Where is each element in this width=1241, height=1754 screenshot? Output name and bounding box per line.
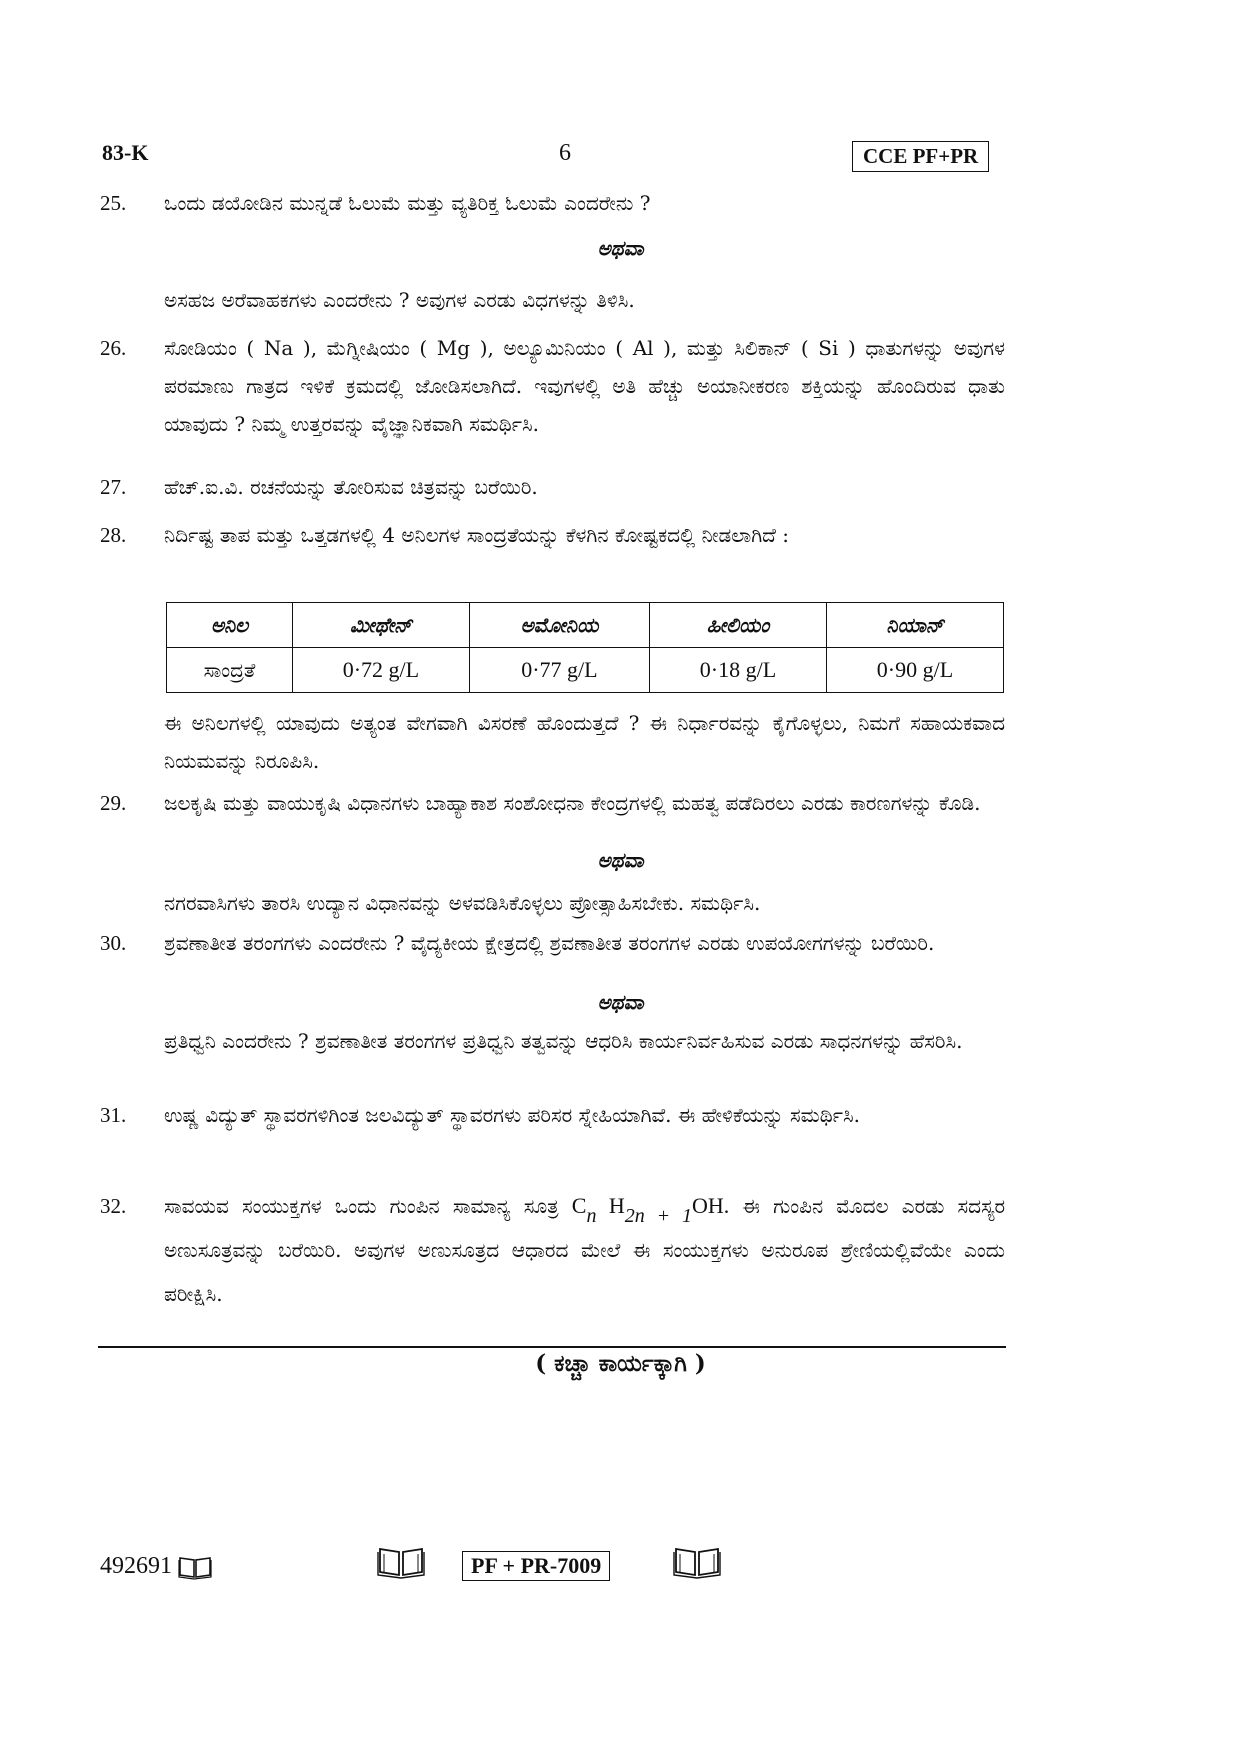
question-text: ಉಷ್ಣ ವಿದ್ಯುತ್ ಸ್ಥಾವರಗಳಿಗಿಂತ ಜಲವಿದ್ಯುತ್ ಸ್ಥಾವರಗಳು ಪರಿಸರ ಸ್ನೇಹಿಯಾಗಿವೆ. ಈ ಹೇಳಿಕೆಯನ್ನು ಸಮರ್ಥಿಸಿ. [164,1103,860,1127]
row-label: ಸಾಂದ್ರತೆ [167,648,293,693]
table-cell: 0·77 g/L [469,648,649,693]
table-header: ಅಮೋನಿಯ [469,603,649,648]
question-text: ಒಂದು ಡಯೋಡಿನ ಮುನ್ನಡೆ ಓಲುಮೆ ಮತ್ತು ವ್ಯತಿರಿಕ್ತ ಓಲುಮೆ ಎಂದರೇನು ? [164,191,651,215]
formula-hydroxyl: OH. [691,1193,730,1218]
table-cell: 0·90 g/L [826,648,1003,693]
question-number: 30. [100,931,127,955]
or-label: ಅಥವಾ [597,990,644,1014]
table-cell: 0·18 g/L [649,648,826,693]
general-formula [571,1193,730,1227]
rough-work-heading: ( ಕಚ್ಚಾ ಕಾರ್ಯಕ್ಕಾಗಿ ) [535,1350,706,1377]
table-header: ನಿಯಾನ್ [826,603,1003,648]
question-30 [100,924,1005,962]
question-text: ಜಲಕೃಷಿ ಮತ್ತು ವಾಯುಕೃಷಿ ವಿಧಾನಗಳು ಬಾಹ್ಯಾಕಾಶ ಸಂಶೋಧನಾ ಕೇಂದ್ರಗಳಲ್ಲಿ ಮಹತ್ವ ಪಡೆದಿರಲು ಎರಡು ಕಾರಣಗಳನ್ನು ಕೊಡಿ. [164,791,981,815]
table-cell: 0·72 g/L [292,648,469,693]
book-icon [376,1545,426,1579]
question-text-part: ಸಾವಯವ ಸಂಯುಕ್ತಗಳ ಒಂದು ಗುಂಪಿನ ಸಾಮಾನ್ಯ ಸೂತ್ರ [164,1194,559,1218]
question-29 [100,784,1005,822]
paper-code: 83-K [102,140,149,165]
question-28 [100,516,1005,554]
question-text: ಹೆಚ್.ಐ.ವಿ. ರಚನೆಯನ್ನು ತೋರಿಸುವ ಚಿತ್ರವನ್ನು ಬರೆಯಿರಿ. [164,475,538,499]
page-number: 6 [559,140,571,166]
formula-hydrogen: H [608,1193,625,1218]
question-28-followup: ಈ ಅನಿಲಗಳಲ್ಲಿ ಯಾವುದು ಅತ್ಯಂತ ವೇಗವಾಗಿ ವಿಸರಣೆ ಹೊಂದುತ್ತದೆ ? ಈ ನಿರ್ಧಾರವನ್ನು ಕೈಗೊಳ್ಳಲು, ನಿಮಗೆ ಸಹಾಯಕವಾದ ನಿಯಮವನ್ನು ನಿರೂಪಿಸಿ. [164,711,1005,773]
gas-density-table [166,602,1004,693]
or-label: ಅಥವಾ [597,236,644,260]
divider-line [98,1346,1006,1348]
question-32 [100,1184,1005,1316]
question-number: 25. [100,191,127,215]
formula-hydrogen-subscript: 2n + 1 [624,1205,692,1227]
table-header-row [167,603,1004,648]
paper-id [100,1553,212,1580]
question-text: ನಿರ್ದಿಷ್ಟ ತಾಪ ಮತ್ತು ಒತ್ತಡಗಳಲ್ಲಿ 4 ಅನಿಲಗಳ ಸಾಂದ್ರತೆಯನ್ನು ಕೆಳಗಿನ ಕೋಷ್ಟಕದಲ್ಲಿ ನೀಡಲಾಗಿದೆ : [164,523,789,547]
question-30-alternative: ಪ್ರತಿಧ್ವನಿ ಎಂದರೇನು ? ಶ್ರವಣಾತೀತ ತರಂಗಗಳ ಪ್ರತಿಧ್ವನಿ ತತ್ವವನ್ನು ಆಧರಿಸಿ ಕಾರ್ಯನಿರ್ವಹಿಸುವ ಎರಡು ಸಾಧನಗಳನ್ನು ಹೆಸರಿಸಿ. [164,1029,963,1053]
book-icon [178,1554,212,1580]
question-number: 29. [100,791,127,815]
table-row [167,648,1004,693]
or-label: ಅಥವಾ [597,848,644,872]
question-text-part: ಈ ಗುಂಪಿನ ಮೊದಲ ಎರಡು ಸದಸ್ಯರ ಅಣುಸೂತ್ರವನ್ನು ಬರೆಯಿರಿ. ಅವುಗಳ ಅಣುಸೂತ್ರದ ಆಧಾರದ ಮೇಲೆ ಈ ಸಂಯುಕ್ತಗಳು ಅನುರೂಪ ಶ್ರೇಣಿಯಲ್ಲಿವೆಯೇ ಎಂದು ಪರೀಕ್ಷಿಸಿ. [164,1194,1006,1306]
question-number: 32. [100,1194,127,1218]
question-26 [100,329,1005,443]
question-text: ಸೋಡಿಯಂ ( Na ), ಮೆಗ್ನೀಷಿಯಂ ( Mg ), ಅಲ್ಯೂಮಿನಿಯಂ ( Al ), ಮತ್ತು ಸಿಲಿಕಾನ್ ( Si ) ಧಾತುಗಳನ್ನು ಅವುಗಳ ಪರಮಾಣು ಗಾತ್ರದ ಇಳಿಕೆ ಕ್ರಮದಲ್ಲಿ ಜೋಡಿಸಲಾಗಿದೆ. ಇವುಗಳಲ್ಲಿ ಅತಿ ಹೆಚ್ಚು ಅಯಾನೀಕರಣ ಶಕ್ತಿಯನ್ನು ಹೊಂದಿರುವ ಧಾತು ಯಾವುದು ? ನಿಮ್ಮ ಉತ್ತರವನ್ನು ವೈಜ್ಞಾನಿಕವಾಗಿ ಸಮರ್ಥಿಸಿ. [164,336,1005,436]
table-header: ಮೀಥೇನ್ [292,603,469,648]
question-29-alternative: ನಗರವಾಸಿಗಳು ತಾರಸಿ ಉದ್ಯಾನ ವಿಧಾನವನ್ನು ಅಳವಡಿಸಿಕೊಳ್ಳಲು ಪ್ರೋತ್ಸಾಹಿಸಬೇಕು. ಸಮರ್ಥಿಸಿ. [164,891,761,915]
question-31 [100,1096,1005,1134]
question-number: 28. [100,523,127,547]
exam-type-box: CCE PF+PR [852,141,989,172]
question-25 [100,184,1005,222]
question-25-alternative: ಅಸಹಜ ಅರೆವಾಹಕಗಳು ಎಂದರೇನು ? ಅವುಗಳ ಎರಡು ವಿಧಗಳನ್ನು ತಿಳಿಸಿ. [164,288,635,312]
paper-id-number: 492691 [100,1553,172,1579]
paper-code-box: PF + PR-7009 [462,1551,610,1581]
table-header: ಅನಿಲ [167,603,293,648]
question-number: 31. [100,1103,127,1127]
question-number: 27. [100,475,127,499]
question-27 [100,468,1005,506]
book-icon [672,1545,722,1579]
formula-carbon-subscript: n [586,1205,597,1227]
question-number: 26. [100,336,127,360]
question-text: ಶ್ರವಣಾತೀತ ತರಂಗಗಳು ಎಂದರೇನು ? ವೈದ್ಯಕೀಯ ಕ್ಷೇತ್ರದಲ್ಲಿ ಶ್ರವಣಾತೀತ ತರಂಗಗಳ ಎರಡು ಉಪಯೋಗಗಳನ್ನು ಬರೆಯಿರಿ. [164,931,935,955]
question-text [164,1184,1005,1316]
formula-carbon: C [571,1193,587,1218]
table-header: ಹೀಲಿಯಂ [649,603,826,648]
